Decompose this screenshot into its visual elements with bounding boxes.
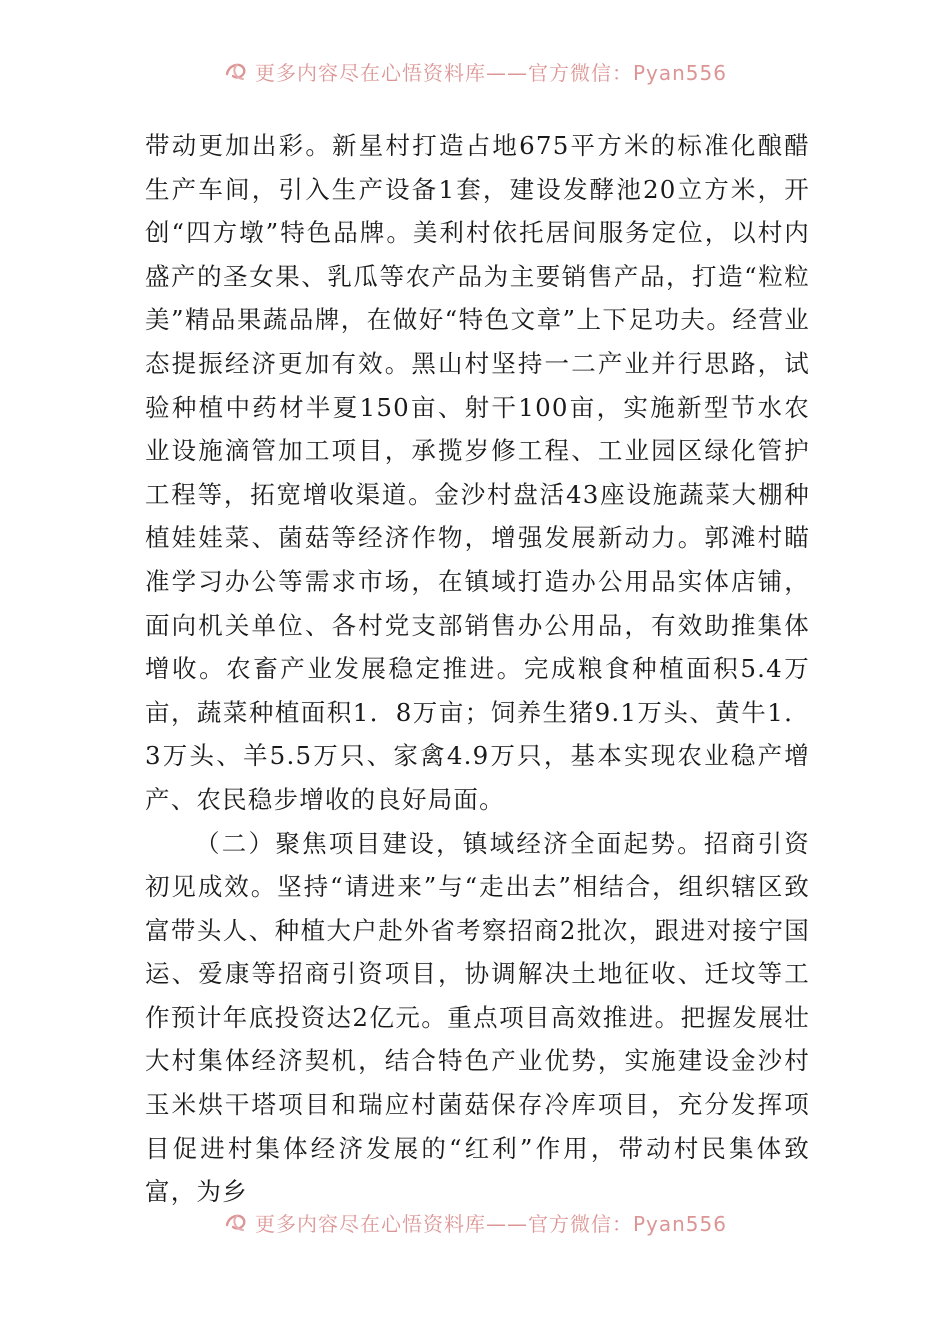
watermark-text: 更多内容尽在心悟资料库——官方微信：Pyan556 bbox=[254, 1211, 727, 1236]
header-watermark bbox=[0, 53, 950, 89]
paragraph-2: （二）聚焦项目建设，镇域经济全面起势。招商引资初见成效。坚持“请进来”与“走出去”相结合，组织辖区致富带头人、种植大户赴外省考察招商2批次，跟进对接宁国运、爱康等招商引资项目，协调解决土地征收、迁坟等工作预计年底投资达2亿元。重点项目高效推进。把握发展壮大村集体经济契机，结合特色产业优势，实施建设金沙村玉米烘干塔项目和瑞应村菌菇保存冷库项目，充分发挥项目促进村集体经济发展的“红利”作用，带动村民集体致富，为乡 bbox=[145, 828, 810, 1207]
document-body bbox=[145, 124, 810, 1214]
swirl-logo-icon bbox=[223, 1209, 249, 1235]
watermark-text: 更多内容尽在心悟资料库——官方微信：Pyan556 bbox=[254, 60, 727, 85]
footer-watermark bbox=[0, 1204, 950, 1240]
paragraph-1: 带动更加出彩。新星村打造占地675平方米的标准化酿醋生产车间，引入生产设备1套，建设发酵池20立方米，开创“四方墩”特色品牌。美利村依托居间服务定位，以村内盛产的圣女果、乳瓜等农产品为主要销售产品，打造“粒粒美”精品果蔬品牌，在做好“特色文章”上下足功夫。经营业态提振经济更加有效。黑山村坚持一二产业并行思路，试验种植中药材半夏150亩、射干100亩，实施新型节水农业设施滴管加工项目，承揽岁修工程、工业园区绿化管护工程等，拓宽增收渠道。金沙村盘活43座设施蔬菜大棚种植娃娃菜、菌菇等经济作物，增强发展新动力。郭滩村瞄准学习办公等需求市场，在镇域打造办公用品实体店铺，面向机关单位、各村党支部销售办公用品，有效助推集体增收。农畜产业发展稳定推进。完成粮食种植面积5.4万亩，蔬菜种植面积1．8万亩；饲养生猪9.1万头、黄牛1．3万头、羊5.5万只、家禽4.9万只，基本实现农业稳产增产、农民稳步增收的良好局面。 bbox=[145, 131, 810, 814]
swirl-logo-icon bbox=[223, 58, 249, 84]
